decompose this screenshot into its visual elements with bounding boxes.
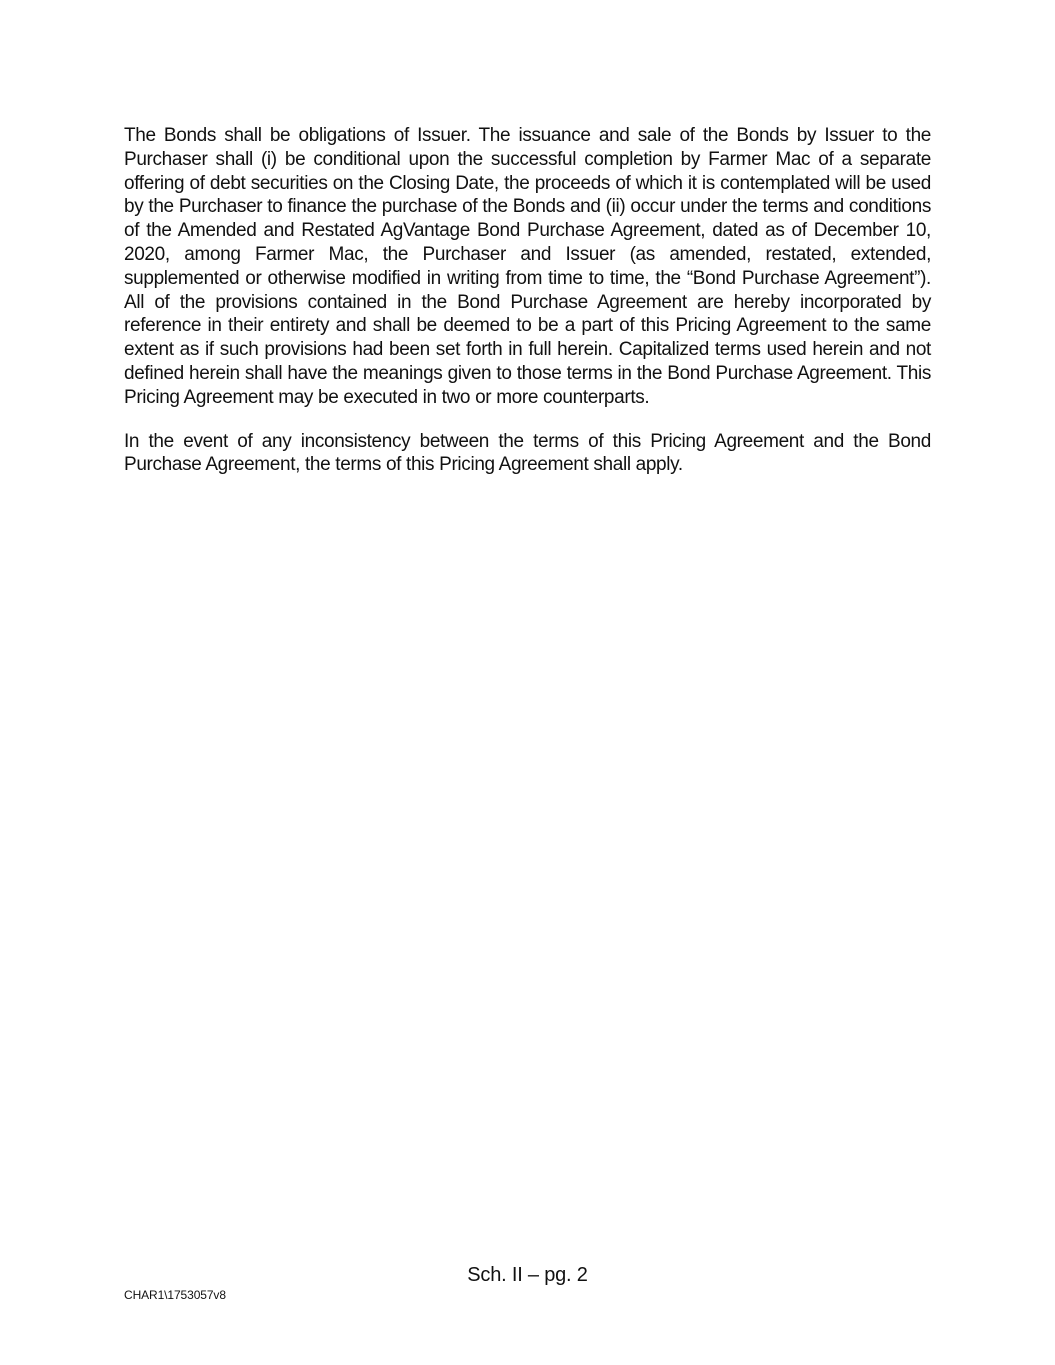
paragraph-inconsistency: In the event of any inconsistency between the terms of this Pricing Agreement and the Bond Purchase Agreement, the terms of this Pricing Agreement shall apply. (124, 430, 931, 476)
document-body (124, 124, 931, 477)
paragraph-bond-obligations: The Bonds shall be obligations of Issuer. The issuance and sale of the Bonds by Issuer to the Purchaser shall (i) be conditional upon the successful completion by Farmer Mac of a separate offering of debt securities on the Closing Date, the proceeds of which it is contemplated will be used by the Purchaser to finance the purchase of the Bonds and (ii) occur under the terms and conditions of the Amended and Restated AgVantage Bond Purchase Agreement, dated as of December 10, 2020, among Farmer Mac, the Purchaser and Issuer (as amended, restated, extended, supplemented or otherwise modified in writing from time to time, the “Bond Purchase Agreement”). All of the provisions contained in the Bond Purchase Agreement are hereby incorporated by reference in their entirety and shall be deemed to be a part of this Pricing Agreement to the same extent as if such provisions had been set forth in full herein. Capitalized terms used herein and not defined herein shall have the meanings given to those terms in the Bond Purchase Agreement. This Pricing Agreement may be executed in two or more counterparts. (124, 125, 931, 408)
document-id: CHAR1\1753057v8 (124, 1288, 226, 1302)
page-number: Sch. II – pg. 2 (467, 1264, 588, 1286)
